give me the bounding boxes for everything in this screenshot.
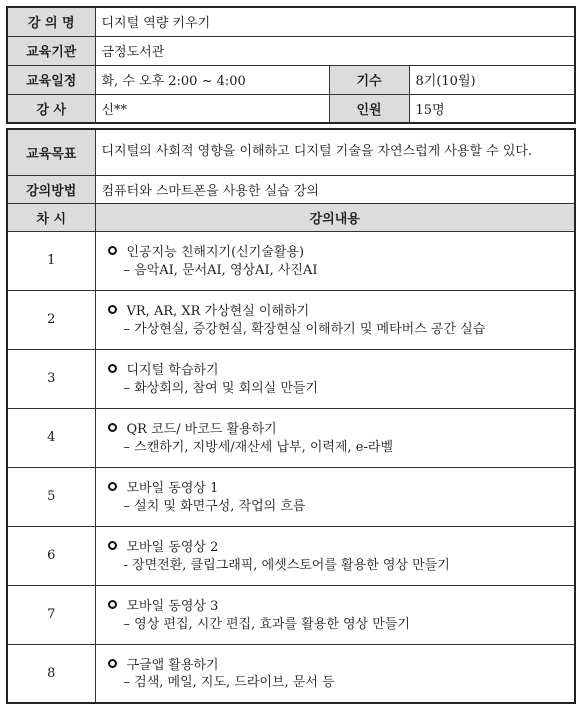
institution-value: 금정도서관 bbox=[95, 36, 575, 65]
institution-label: 교육기관 bbox=[7, 36, 95, 65]
session-number: 8 bbox=[7, 644, 95, 703]
session-title: 모바일 동영상 2 bbox=[126, 540, 219, 555]
session-column-header: 차 시 bbox=[7, 203, 95, 231]
headcount-value: 15명 bbox=[409, 94, 575, 123]
session-rows bbox=[7, 231, 575, 703]
session-detail: – 설치 및 화면구성, 작업의 흐름 bbox=[123, 498, 306, 514]
goal-value: 디지털의 사회적 영향을 이해하고 디지털 기술을 자연스럽게 사용할 수 있다. bbox=[95, 129, 575, 175]
session-title: 모바일 동영상 3 bbox=[126, 599, 219, 614]
session-detail: – 검색, 메일, 지도, 드라이브, 문서 등 bbox=[123, 675, 335, 691]
session-row bbox=[7, 290, 575, 349]
session-row bbox=[7, 467, 575, 526]
session-title-line bbox=[108, 536, 575, 556]
session-title-line bbox=[108, 359, 575, 379]
session-number: 6 bbox=[7, 526, 95, 585]
headcount-label: 인원 bbox=[329, 94, 409, 123]
lesson-plan-table bbox=[6, 128, 576, 704]
circle-bullet-icon bbox=[108, 364, 117, 373]
session-number: 4 bbox=[7, 408, 95, 467]
session-content bbox=[95, 585, 575, 644]
session-content bbox=[95, 467, 575, 526]
circle-bullet-icon bbox=[108, 246, 117, 255]
session-title: 인공지능 친해지기(신기술활용) bbox=[126, 245, 305, 260]
session-title: 모바일 동영상 1 bbox=[126, 481, 219, 496]
session-content bbox=[95, 231, 575, 290]
session-title-line bbox=[108, 418, 575, 438]
session-row bbox=[7, 644, 575, 703]
session-content bbox=[95, 408, 575, 467]
circle-bullet-icon bbox=[108, 541, 117, 550]
session-title-line bbox=[108, 300, 575, 320]
session-row bbox=[7, 408, 575, 467]
course-info-table bbox=[6, 6, 576, 124]
session-number: 2 bbox=[7, 290, 95, 349]
session-title: 디지털 학습하기 bbox=[126, 363, 219, 378]
session-detail: - 장면전환, 클립그래픽, 에셋스토어를 활용한 영상 만들기 bbox=[123, 557, 450, 573]
session-content bbox=[95, 644, 575, 703]
session-number: 3 bbox=[7, 349, 95, 408]
course-name-row bbox=[7, 7, 575, 36]
course-name-label: 강 의 명 bbox=[7, 7, 95, 36]
term-value: 8기(10월) bbox=[409, 65, 575, 94]
session-title: QR 코드/ 바코드 활용하기 bbox=[126, 422, 277, 437]
session-row bbox=[7, 526, 575, 585]
session-content bbox=[95, 526, 575, 585]
session-number: 5 bbox=[7, 467, 95, 526]
session-title: VR, AR, XR 가상현실 이해하기 bbox=[126, 304, 310, 319]
session-number: 7 bbox=[7, 585, 95, 644]
schedule-value: 화, 수 오후 2:00 ~ 4:00 bbox=[95, 65, 329, 94]
method-label: 강의방법 bbox=[7, 175, 95, 203]
schedule-row bbox=[7, 65, 575, 94]
session-detail: – 스캔하기, 지방세/재산세 납부, 이력제, e-라벨 bbox=[123, 439, 394, 455]
institution-row bbox=[7, 36, 575, 65]
column-header-row bbox=[7, 203, 575, 231]
content-column-header: 강의내용 bbox=[95, 203, 575, 231]
circle-bullet-icon bbox=[108, 482, 117, 491]
session-title: 구글앱 활용하기 bbox=[126, 657, 219, 673]
session-detail: – 음악AI, 문서AI, 영상AI, 사진AI bbox=[123, 262, 318, 278]
goal-label: 교육목표 bbox=[7, 129, 95, 175]
session-row bbox=[7, 231, 575, 290]
session-content bbox=[95, 349, 575, 408]
session-row bbox=[7, 585, 575, 644]
session-detail: – 영상 편집, 시간 편집, 효과를 활용한 영상 만들기 bbox=[123, 616, 410, 632]
instructor-value: 신** bbox=[95, 94, 329, 123]
session-row bbox=[7, 349, 575, 408]
session-content bbox=[95, 290, 575, 349]
goal-row bbox=[7, 129, 575, 175]
circle-bullet-icon bbox=[108, 600, 117, 609]
session-detail: – 화상회의, 참여 및 회의실 만들기 bbox=[123, 380, 319, 396]
session-title-line bbox=[108, 477, 575, 497]
circle-bullet-icon bbox=[108, 305, 117, 314]
circle-bullet-icon bbox=[108, 423, 117, 432]
session-number: 1 bbox=[7, 231, 95, 290]
session-title-line bbox=[108, 653, 575, 673]
session-detail: – 가상현실, 증강현실, 확장현실 이해하기 및 메타버스 공간 실습 bbox=[123, 321, 486, 337]
instructor-row bbox=[7, 94, 575, 123]
instructor-label: 강 사 bbox=[7, 94, 95, 123]
schedule-label: 교육일정 bbox=[7, 65, 95, 94]
course-name-value: 디지털 역량 키우기 bbox=[95, 7, 575, 36]
method-value: 컴퓨터와 스마트폰을 사용한 실습 강의 bbox=[95, 175, 575, 203]
method-row bbox=[7, 175, 575, 203]
session-title-line bbox=[108, 595, 575, 615]
session-title-line bbox=[108, 241, 575, 261]
circle-bullet-icon bbox=[108, 659, 117, 668]
term-label: 기수 bbox=[329, 65, 409, 94]
